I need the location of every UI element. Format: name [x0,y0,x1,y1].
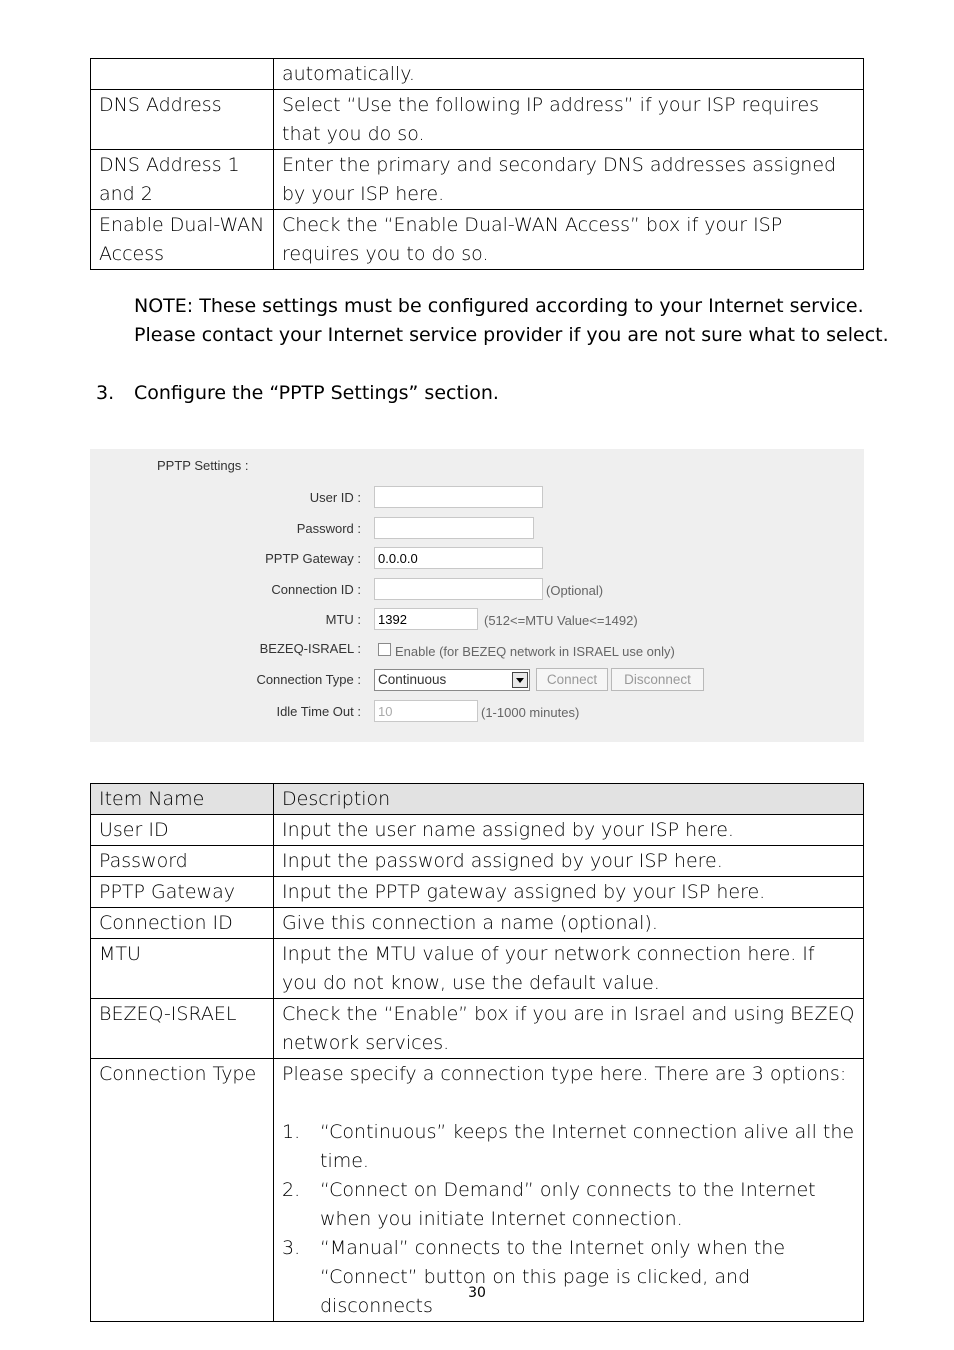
pptp-description-table [90,783,864,1322]
list-item [282,1234,855,1321]
list-item [282,1118,855,1176]
mtu-input[interactable]: 1392 [374,608,478,630]
item-name-cell: DNS Address 1 and 2 [91,150,274,210]
item-name-cell: PPTP Gateway [91,877,274,908]
description-cell [274,1059,864,1322]
list-text: “Manual” connects to the Internet only when the “Connect” button on this page is clicked, and disconnects [320,1237,786,1317]
section-title: PPTP Settings : [157,458,249,473]
table-row [91,846,864,877]
item-name-cell: MTU [91,939,274,999]
header-description: Description [274,784,864,815]
description-cell: Input the user name assigned by your ISP here. [274,815,864,846]
bezeq-enable-checkbox[interactable] [378,643,391,656]
item-name-cell: Enable Dual-WAN Access [91,210,274,270]
item-name-cell: BEZEQ-ISRAEL [91,999,274,1059]
description-cell: Enter the primary and secondary DNS addresses assigned by your ISP here. [274,150,864,210]
connection-type-label: Connection Type : [256,672,361,687]
pptp-gateway-input[interactable]: 0.0.0.0 [374,547,543,569]
item-name-cell: User ID [91,815,274,846]
idle-time-out-hint: (1-1000 minutes) [481,705,580,720]
idle-time-out-label: Idle Time Out : [276,704,361,719]
table-row [91,150,864,210]
page-number: 30 [468,1285,486,1301]
description-cell: Check the “Enable” box if you are in Israel and using BEZEQ network services. [274,999,864,1059]
bezeq-enable-text: Enable (for BEZEQ network in ISRAEL use only) [395,644,675,659]
table-row [91,59,864,90]
description-cell: Input the MTU value of your network connection here. If you do not know, use the default value. [274,939,864,999]
table-row [91,90,864,150]
table-header-row [91,784,864,815]
description-cell: Check the “Enable Dual-WAN Access” box if your ISP requires you to do so. [274,210,864,270]
list-text: “Connect on Demand” only connects to the Internet when you initiate Internet connection. [320,1179,816,1230]
description-cell: Input the PPTP gateway assigned by your ISP here. [274,877,864,908]
item-name-cell: DNS Address [91,90,274,150]
connection-type-value: Continuous [378,672,447,687]
item-name-cell [91,59,274,90]
list-number: 1. [282,1121,301,1143]
connect-button[interactable]: Connect [536,668,608,691]
description-cell: automatically. [274,59,864,90]
list-text: “Continuous” keeps the Internet connection alive all the time. [320,1121,855,1172]
list-number: 2. [282,1179,301,1201]
connection-id-hint: (Optional) [546,583,604,598]
table-row [91,815,864,846]
password-input[interactable] [374,517,534,539]
list-number: 3. [282,1237,301,1259]
step-text: Configure the “PPTP Settings” section. [134,382,499,404]
connection-type-select[interactable] [374,669,530,691]
pptp-settings-panel [90,449,864,742]
connection-type-intro: Please specify a connection type here. There are 3 options: [282,1063,847,1085]
item-name-cell: Connection Type [91,1059,274,1322]
pptp-gateway-label: PPTP Gateway : [265,551,361,566]
table-row [91,877,864,908]
step-number: 3. [96,382,115,404]
item-name-cell: Connection ID [91,908,274,939]
connection-id-input[interactable] [374,578,543,600]
disconnect-button[interactable]: Disconnect [611,668,704,691]
mtu-hint: (512<=MTU Value<=1492) [484,613,638,628]
table-row [91,908,864,939]
step-item [96,379,856,408]
description-cell: Give this connection a name (optional). [274,908,864,939]
top-settings-table [90,58,864,270]
item-name-cell: Password [91,846,274,877]
idle-time-out-input[interactable]: 10 [374,700,478,722]
bezeq-israel-label: BEZEQ-ISRAEL : [259,641,361,656]
table-row [91,939,864,999]
table-row [91,210,864,270]
list-item [282,1176,855,1234]
connection-id-label: Connection ID : [271,582,361,597]
table-row [91,1059,864,1322]
header-item-name: Item Name [91,784,274,815]
description-cell: Select “Use the following IP address” if your ISP requires that you do so. [274,90,864,150]
user-id-label: User ID : [309,490,361,505]
user-id-input[interactable] [374,486,543,508]
password-label: Password : [296,521,361,536]
note-paragraph: NOTE: These settings must be configured according to your Internet service. Please contact your Internet service provider if you are not sure what to select. [134,295,889,346]
mtu-label: MTU : [325,612,361,627]
description-cell: Input the password assigned by your ISP here. [274,846,864,877]
table-row [91,999,864,1059]
chevron-down-icon[interactable] [512,672,528,688]
